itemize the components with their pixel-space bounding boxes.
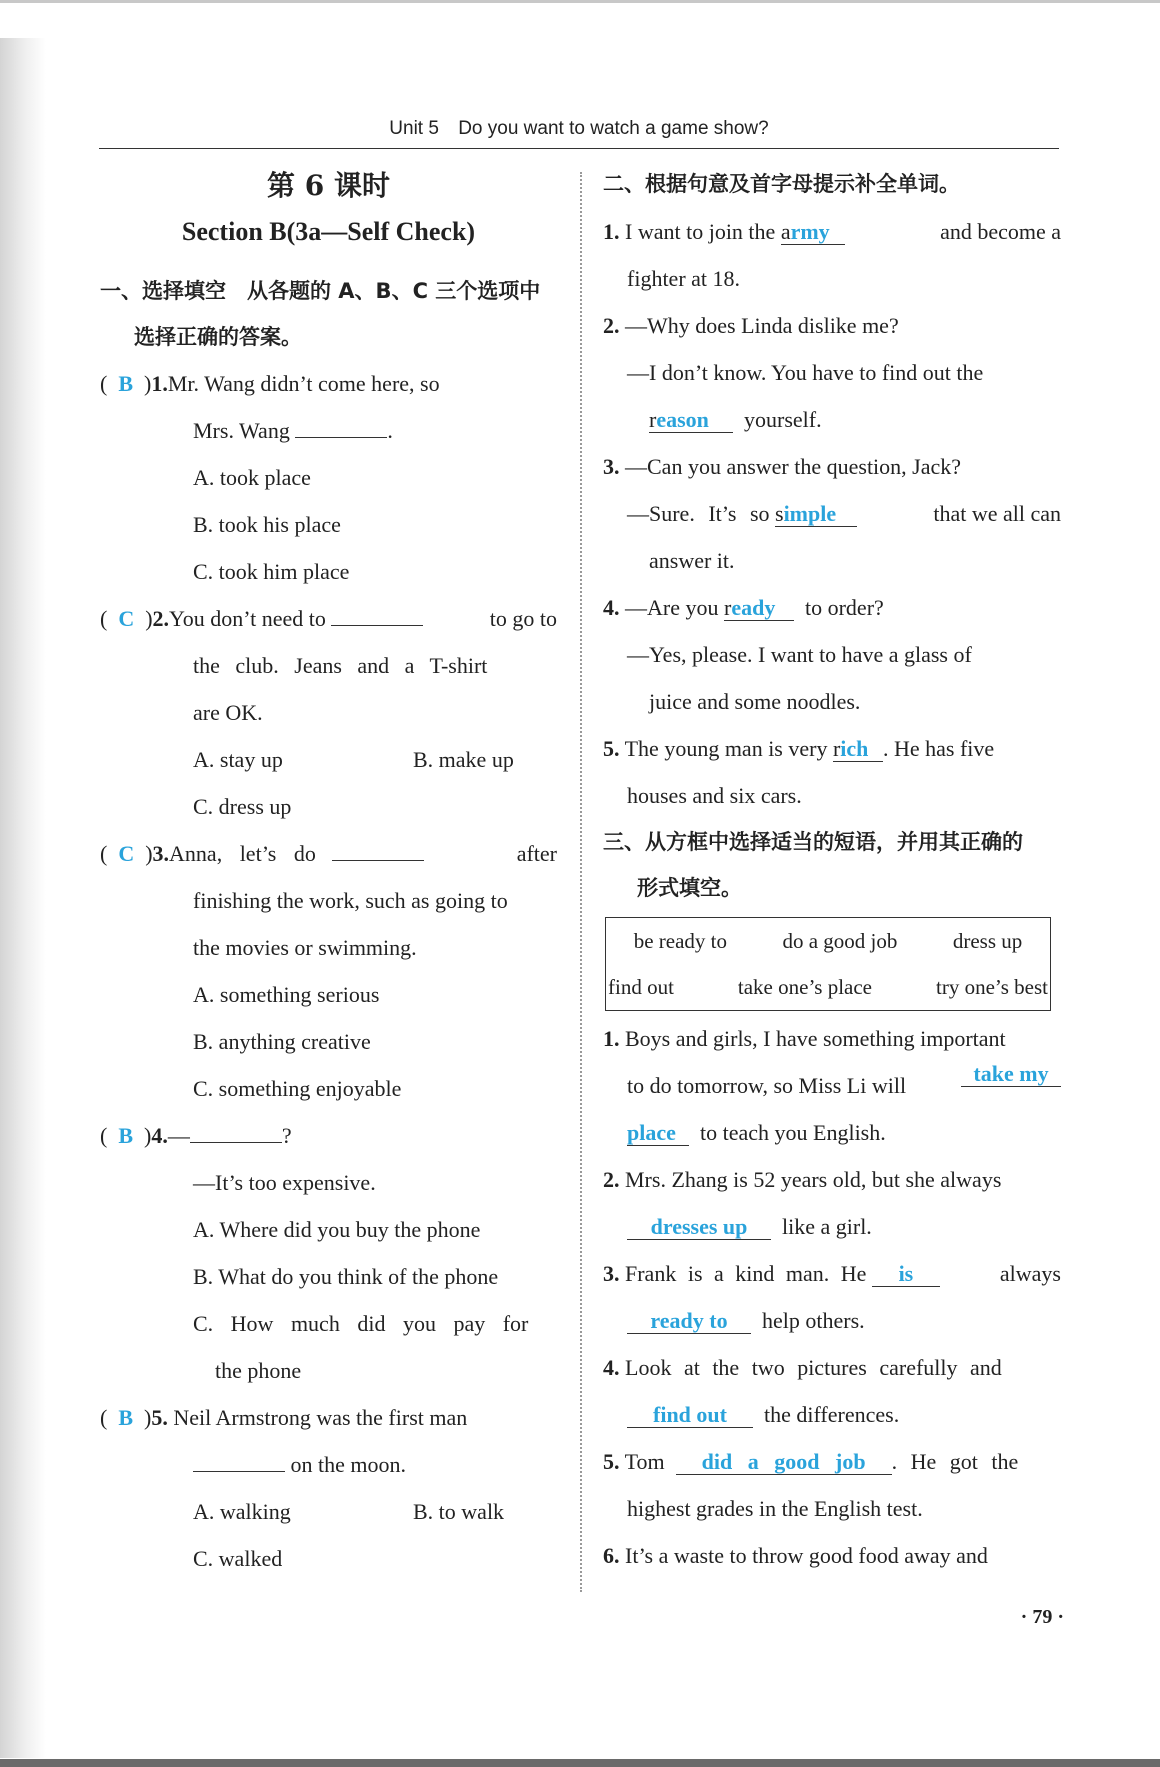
answer-fill: take my bbox=[961, 1062, 1061, 1087]
phrase-item-1: 1. Boys and girls, I have something important bbox=[603, 1026, 1006, 1051]
option: B. to walk bbox=[413, 1499, 505, 1524]
answer-5: B bbox=[118, 1405, 134, 1430]
answer-fill: reason bbox=[649, 408, 733, 433]
question-4: ( B )4.— ? bbox=[100, 1112, 557, 1159]
question-3: ( C )3.Anna, let’s do after bbox=[100, 830, 557, 877]
page-number: · 79 · bbox=[1020, 1606, 1064, 1628]
option: C. took him place bbox=[193, 559, 350, 584]
left-column: 第 6 课时 Section B(3a—Self Check) 一、选择填空 从各题的 A、B、C 三个选项中 选择正确的答案。 ( B )1.Mr. Wang didn’t come here, so Mrs. Wang . A. took place B. took his place C. took him place ( C )2.You don’t need to to go to the club. Jeans and a T-shirt are OK. A. stay up B. make up C. dress up ( C )3.Anna, let’s do after finishing the work, such as going to the movies or swimming. A. something serious B. anything creative C. something enjoyable ( B )4.— ? —It’s too expensive. A. Where did you buy the phone B. What do you think of the phone C. How much did you pay for the phone ( B )5. Neil Armstrong was the first man on the moon. A. walking B. to walk C. walked bbox=[100, 164, 557, 1582]
section-title: Section B(3a—Self Check) bbox=[181, 217, 476, 246]
option: A. took place bbox=[193, 465, 311, 490]
option: A. walking bbox=[193, 1499, 291, 1524]
fill-item-4: 4. —Are you ready to order? bbox=[603, 595, 884, 620]
option: C. dress up bbox=[193, 794, 292, 819]
answer-fill: army bbox=[781, 220, 845, 245]
phrase-item-4: 4. Look at the two pictures carefully and bbox=[603, 1355, 1002, 1380]
fill-item-2: 2. —Why does Linda dislike me? bbox=[603, 313, 899, 338]
header-unit: Unit 5 bbox=[389, 118, 439, 139]
phrase-item-5: 5. Tom did a good job . He got the bbox=[603, 1449, 1019, 1474]
question-5: ( B )5. Neil Armstrong was the first man bbox=[100, 1405, 468, 1430]
question-1: ( B )1.Mr. Wang didn’t come here, so bbox=[100, 371, 440, 396]
answer-blank bbox=[295, 411, 387, 438]
page-edge-shadow bbox=[0, 38, 46, 1758]
phrase: try one’s best bbox=[936, 975, 1048, 999]
right-column: 二、根据句意及首字母提示补全单词。 1. I want to join the army and become a fighter at 18. 2. —Why does Linda dislike me? —I don’t know. You have to find out the reason yourself. 3. —Can you answer the question, Jack? —Sure. It’s so simple that we all can answer it. 4. —Are you ready to order? —Yes, please. I want to have a glass of juice and some noodles. 5. The young man is very rich . He has five houses and six cars. 三、从方框中选择适当的短语，并用其正确的 形式填空。 be ready to do a good job dress up find out take one’s place try one’s best 1. Boys and girls, I have something important to do tomorrow, so Miss Li will take my place to teach you English. 2. Mrs. Zhang is 52 years old, but she always dresses up like a girl. 3. Frank is a kind man. He is always ready to help others. 4. Look at the two pictures carefully and find out the differences. 5. Tom did a good job . He got the highest grades in the English test. 6. It’s a waste to throw good food away and bbox=[603, 164, 1061, 1579]
answer-blank bbox=[193, 1445, 285, 1472]
answer-blank bbox=[190, 1116, 282, 1143]
option: A. Where did you buy the phone bbox=[193, 1217, 481, 1242]
phrase: do a good job bbox=[782, 929, 898, 953]
answer-2: C bbox=[118, 606, 135, 631]
answer-fill: rich bbox=[833, 737, 883, 762]
fill-item-5: 5. The young man is very rich . He has five bbox=[603, 736, 995, 761]
answer-fill: dresses up bbox=[627, 1215, 771, 1240]
answer-1: B bbox=[118, 371, 134, 396]
option: B. anything creative bbox=[193, 1029, 371, 1054]
answer-fill: ready to bbox=[627, 1309, 751, 1334]
question-2: ( C )2.You don’t need to to go to bbox=[100, 595, 557, 642]
lesson-title: 第 6 课时 bbox=[267, 169, 390, 202]
options-row bbox=[100, 736, 557, 783]
top-border bbox=[0, 0, 1160, 3]
answer-fill: place bbox=[627, 1121, 689, 1146]
answer-blank bbox=[332, 834, 424, 861]
options-row bbox=[100, 1488, 557, 1535]
part2-heading: 二、根据句意及首字母提示补全单词。 bbox=[603, 172, 960, 196]
option: A. something serious bbox=[193, 982, 380, 1007]
answer-fill: find out bbox=[627, 1403, 753, 1428]
answer-fill: ready bbox=[724, 596, 794, 621]
phrase-box bbox=[605, 917, 1051, 1011]
answer-3: C bbox=[118, 841, 135, 866]
phrase-item-6: 6. It’s a waste to throw good food away and bbox=[603, 1543, 988, 1568]
phrase: take one’s place bbox=[737, 975, 873, 999]
bottom-border bbox=[0, 1759, 1160, 1767]
option: B. make up bbox=[413, 747, 514, 772]
phrase: dress up bbox=[952, 929, 1023, 953]
answer-blank bbox=[331, 599, 423, 626]
option: C. walked bbox=[193, 1546, 283, 1571]
option: A. stay up bbox=[193, 747, 283, 772]
phrase-item-3: 3. Frank is a kind man. He is always bbox=[603, 1261, 1061, 1286]
column-divider bbox=[580, 172, 582, 1592]
fill-item-3: 3. —Can you answer the question, Jack? bbox=[603, 454, 962, 479]
phrase: be ready to bbox=[633, 929, 728, 953]
part1-heading: 一、选择填空 从各题的 A、B、C 三个选项中 选择正确的答案。 bbox=[100, 279, 541, 349]
header-rule bbox=[99, 148, 1059, 149]
header-title: Do you want to watch a game show? bbox=[458, 118, 769, 139]
answer-fill: did a good job bbox=[676, 1450, 892, 1475]
answer-fill: is bbox=[872, 1262, 940, 1287]
option: B. What do you think of the phone bbox=[193, 1264, 499, 1289]
part3-heading: 三、从方框中选择适当的短语，并用其正确的 形式填空。 bbox=[603, 830, 1023, 900]
running-header bbox=[99, 118, 1059, 140]
phrase-item-2: 2. Mrs. Zhang is 52 years old, but she always bbox=[603, 1167, 1002, 1192]
option: C. something enjoyable bbox=[193, 1076, 402, 1101]
phrase: find out bbox=[608, 975, 674, 999]
option: B. took his place bbox=[193, 512, 341, 537]
answer-4: B bbox=[118, 1123, 134, 1148]
answer-fill: simple bbox=[775, 502, 857, 527]
fill-item-1: 1. I want to join the army and become a bbox=[603, 219, 1061, 244]
option: C. How much did you pay for bbox=[193, 1311, 529, 1336]
